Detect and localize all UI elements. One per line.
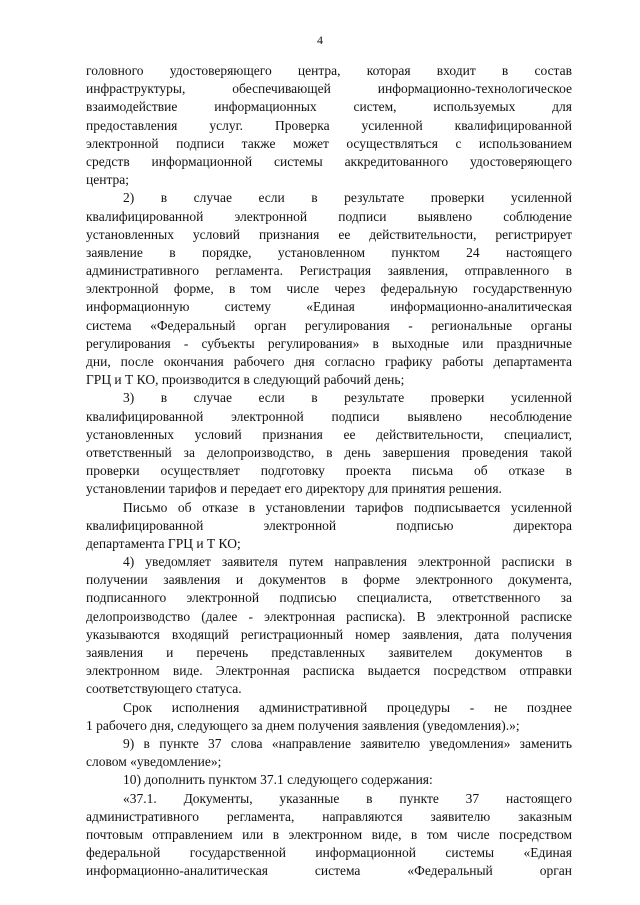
text-line: регулирования - субъекты регулирования» в выходные или праздничные [86, 335, 572, 351]
text-line: административного регламента, направляются заявителю заказным [86, 808, 572, 824]
text-line: указываются входящий регистрационный номер заявления, дата получения [86, 626, 572, 642]
text-line: 4) уведомляет заявителя путем направления электронной расписки в [123, 554, 572, 570]
text-line: 10) дополнить пунктом 37.1 следующего содержания: [123, 772, 433, 788]
text-line: головного удостоверяющего центра, которая входит в состав [86, 63, 572, 78]
text-line: информационную систему «Единая информационно-аналитическая [86, 299, 572, 315]
text-line: словом «уведомление»; [86, 754, 222, 770]
text-line: квалифицированной электронной подписью директора [86, 517, 572, 533]
text-line: средств информационной системы аккредитованного удостоверяющего [86, 153, 572, 169]
text-line: 9) в пункте 37 слова «направление заявителю уведомления» заменить [123, 735, 572, 751]
text-line: ответственный за делопроизводство, в день завершения проведения такой [86, 444, 572, 460]
text-line: квалифицированной электронной подписи выявлено соблюдение [86, 208, 572, 224]
text-line: делопроизводство (далее - электронная расписка). В электронной расписке [86, 608, 572, 624]
text-line: квалифицированной электронной подписи выявлено несоблюдение [86, 408, 572, 424]
text-line: 3) в случае если в результате проверки усиленной [123, 390, 572, 406]
text-line: заявление в порядке, установленном пунктом 24 настоящего [86, 244, 572, 260]
text-line: предоставления услуг. Проверка усиленной квалифицированной [86, 117, 572, 133]
text-line: электронной форме, в том числе через федеральную государственную [86, 281, 572, 297]
text-line: «37.1. Документы, указанные в пункте 37 настоящего [123, 790, 572, 806]
text-line: получении заявления и документов в форме электронного документа, [86, 572, 572, 588]
document-body [86, 62, 572, 880]
text-line: система «Федеральный орган регулирования - региональные органы [86, 317, 572, 333]
text-line: ГРЦ и Т КО, производится в следующий рабочий день; [86, 372, 405, 388]
text-line: инфраструктуры, обеспечивающей информационно-технологическое [86, 81, 572, 97]
text-line: 2) в случае если в результате проверки усиленной [123, 190, 572, 206]
text-line: Срок исполнения административной процедуры - не позднее [123, 699, 572, 715]
text-line: почтовым отправлением или в электронном виде, в том числе посредством [86, 826, 572, 842]
page-number: 4 [317, 33, 323, 47]
text-line: федеральной государственной информационной системы «Единая [86, 845, 572, 861]
text-line: установлении тарифов и передает его директору для принятия решения. [86, 481, 502, 497]
text-line: установленных условий признания ее действительности, специалист, [86, 426, 572, 442]
text-line: электронной подписи также может осуществляться с использованием [86, 135, 572, 151]
text-line: электронном виде. Электронная расписка выдается посредством отправки [86, 663, 572, 679]
text-line: центра; [86, 172, 129, 188]
text-line: взаимодействие информационных систем, используемых для [86, 99, 572, 115]
text-line: административного регламента. Регистрация заявления, отправленного в [86, 263, 572, 279]
text-line: дни, после окончания рабочего дня согласно графику работы департамента [86, 354, 572, 369]
text-line: подписанного электронной подписью специалиста, ответственного за [86, 590, 572, 606]
text-line: департамента ГРЦ и Т КО; [86, 535, 241, 551]
text-line: проверки осуществляет подготовку проекта письма об отказе в [86, 463, 572, 479]
text-line: Письмо об отказе в установлении тарифов подписывается усиленной [123, 499, 572, 515]
text-line: заявления и перечень представленных заявителем документов в [86, 645, 572, 660]
text-line: соответствующего статуса. [86, 681, 242, 697]
text-line: информационно-аналитическая система «Федеральный орган [86, 863, 572, 879]
text-line: 1 рабочего дня, следующего за днем получения заявления (уведомления).»; [86, 717, 520, 733]
text-line: установленных условий признания ее действительности, регистрирует [86, 226, 572, 242]
